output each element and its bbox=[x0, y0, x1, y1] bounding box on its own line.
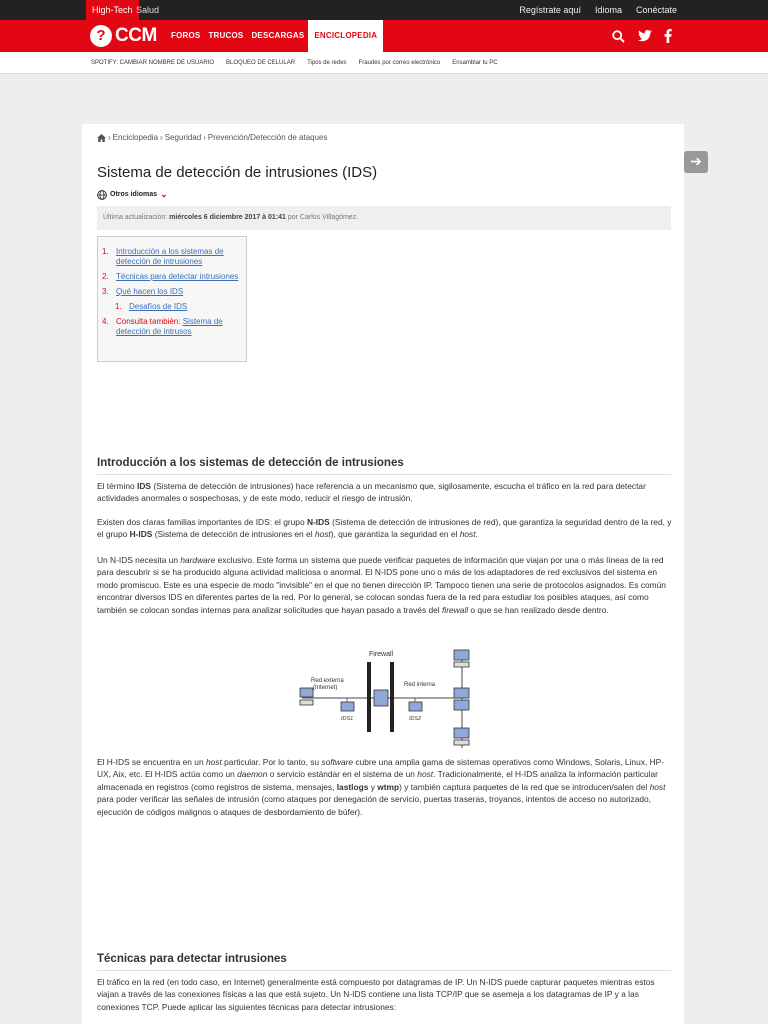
breadcrumb-item[interactable]: Enciclopedia bbox=[112, 133, 159, 142]
external-network-sublabel: (Internet) bbox=[313, 685, 338, 691]
toc-link[interactable]: Sistema de detección de intrusos bbox=[116, 317, 223, 336]
toc-number: 2. bbox=[102, 272, 109, 281]
toc-item bbox=[102, 302, 242, 312]
toc-item bbox=[102, 272, 242, 282]
nav-icons bbox=[612, 20, 678, 52]
subnav-link[interactable]: Tipos de redes bbox=[307, 60, 347, 66]
account-links bbox=[512, 0, 684, 20]
internal-computer-base bbox=[454, 662, 469, 667]
paragraph-nids-techniques: El tráfico en la red (en todo caso, en Internet) generalmente está compuesto por datagramas de IP. Un N-IDS puede capturar paquetes mientras estos viajan a través de las conexiones físicas a las que está sujeto. Un N-IDS contiene una lista TCP/IP que se asemeja a los datagramas de IP y a las conexiones TCP. Puede aplicar las siguientes técnicas para detectar intrusiones: bbox=[97, 977, 655, 1012]
sub-nav bbox=[0, 52, 768, 74]
internal-computer-base bbox=[454, 740, 469, 745]
register-link[interactable]: Regístrate aquí bbox=[519, 5, 581, 15]
internal-computer-icon bbox=[454, 688, 469, 698]
nav-item-foros[interactable]: FOROS bbox=[171, 31, 201, 40]
ccm-logo[interactable] bbox=[90, 22, 157, 50]
table-of-contents bbox=[97, 236, 247, 362]
chevron-down-icon: ⌄ bbox=[160, 189, 168, 199]
toc-item bbox=[102, 247, 242, 267]
toc-prefix: Consulta también: bbox=[116, 317, 181, 326]
internal-computer-icon bbox=[454, 650, 469, 660]
logo-text: CCM bbox=[115, 25, 157, 46]
section-heading: Técnicas para detectar intrusiones bbox=[97, 953, 287, 965]
internal-network-label: Red interna bbox=[404, 682, 436, 688]
subnav-link[interactable]: SPOTIFY: CAMBIAR NOMBRE DE USUARIO bbox=[91, 60, 215, 66]
external-network-label: Red externa bbox=[311, 678, 344, 684]
last-update bbox=[97, 206, 671, 230]
firewall-bar bbox=[390, 662, 394, 732]
internal-computer-icon bbox=[454, 728, 469, 738]
nav-item-descargas[interactable]: DESCARGAS bbox=[251, 31, 305, 40]
subnav-link[interactable]: Ensamblar tu PC bbox=[452, 60, 498, 66]
update-date: miércoles 6 diciembre 2017 à 01:41 bbox=[169, 214, 286, 221]
subnav-link[interactable]: Fraudes por correo electrónico bbox=[358, 60, 441, 66]
article-card bbox=[82, 124, 684, 1024]
external-computer-icon bbox=[300, 688, 313, 697]
sub-nav-links bbox=[91, 52, 498, 74]
toc-number: 1. bbox=[115, 302, 122, 311]
toc-item bbox=[102, 317, 242, 337]
other-languages-label: Otros idiomas bbox=[110, 191, 158, 198]
toc-link[interactable]: Introducción a los sistemas de detección de intrusiones bbox=[116, 247, 224, 266]
section-heading: Introducción a los sistemas de detección de intrusiones bbox=[97, 457, 404, 469]
toc-number: 1. bbox=[102, 247, 109, 256]
page-title: Sistema de detección de intrusiones (IDS) bbox=[97, 164, 378, 181]
login-link[interactable]: Conéctate bbox=[635, 5, 677, 15]
nav-item-trucos[interactable]: TRUCOS bbox=[208, 31, 244, 40]
divider bbox=[97, 474, 671, 475]
toc-link[interactable]: Desafíos de IDS bbox=[129, 302, 188, 311]
nav-item-enciclopedia[interactable]: ENCICLOPEDIA bbox=[308, 20, 383, 52]
paragraph-ids-definition: El término IDS (Sistema de detección de intrusiones) hace referencia a un mecanismo que, sigilosamente, escucha el tráfico en la red para detectar actividades anormales o sospechosas, y de este modo, reducir el riesgo de intrusión. bbox=[97, 481, 646, 504]
firewall-bar bbox=[367, 662, 371, 732]
update-prefix: Última actualización: bbox=[103, 214, 168, 221]
facebook-icon[interactable] bbox=[664, 29, 678, 43]
breadcrumb-item[interactable]: Prevención/Detección de ataques bbox=[207, 133, 328, 142]
arrow-right-icon[interactable]: ➔ bbox=[684, 151, 708, 173]
paragraph-ids-families: Existen dos claras familias importantes de IDS: el grupo N-IDS (Sistema de detección de intrusiones de red), que garantiza la seguridad dentro de la red, y el grupo H-IDS (Sistema de detección de intrusiones en el host), que garantiza la seguridad en el host. bbox=[97, 517, 672, 540]
ids1-icon bbox=[341, 702, 354, 711]
toc-link[interactable]: Técnicas para detectar intrusiones bbox=[116, 272, 239, 281]
breadcrumb: › Enciclopedia › Seguridad › Prevención/Detección de ataques bbox=[97, 133, 328, 142]
language-link[interactable]: Idioma bbox=[594, 5, 622, 15]
toc-link[interactable]: Qué hacen los IDS bbox=[116, 287, 184, 296]
external-computer-base bbox=[300, 700, 313, 705]
toc-number: 4. bbox=[102, 317, 109, 326]
twitter-icon[interactable] bbox=[638, 30, 652, 42]
globe-icon bbox=[97, 190, 107, 200]
other-languages[interactable] bbox=[97, 189, 168, 200]
nav-menu bbox=[167, 20, 383, 52]
breadcrumb-item[interactable]: Seguridad bbox=[164, 133, 202, 142]
firewall-label: Firewall bbox=[369, 651, 394, 658]
update-author: por Carlos Villagómez. bbox=[287, 214, 359, 221]
subnav-link[interactable]: BLOQUEO DE CELULAR bbox=[226, 60, 296, 66]
ids2-icon bbox=[409, 702, 422, 711]
ids-network-diagram bbox=[297, 648, 477, 752]
ccm-logo-icon: ? bbox=[90, 25, 112, 47]
toc-number: 3. bbox=[102, 287, 109, 296]
main-nav bbox=[0, 20, 768, 52]
top-bar bbox=[0, 0, 768, 20]
tab-salud[interactable]: Salud bbox=[136, 5, 160, 15]
firewall-server-icon bbox=[374, 690, 388, 706]
tab-high-tech[interactable]: High-Tech bbox=[86, 0, 139, 20]
search-icon[interactable] bbox=[612, 30, 626, 43]
paragraph-hids: El H-IDS se encuentra en un host particular. Por lo tanto, su software cubre una amplia gama de sistemas operativos como Windows, Solaris, Linux, HP-UX, Aix, etc. El H-IDS actúa como un daemon o servicio estándar en el sistema de un host. Tradicionalmente, el H-IDS analiza la información particular almacenada en registros (como registros de sistema, mensajes, lastlogs y wtmp) y también captura paquetes de la red que se introducen/salen del host para poder verificar las señales de intrusión (como ataques por denegación de servicio, puertas traseras, troyanos, intentos de acceso no autorizado, ejecución de códigos malignos o ataques de desbordamiento de búfer). bbox=[97, 757, 666, 817]
divider bbox=[97, 970, 671, 971]
paragraph-nids: Un N-IDS necesita un hardware exclusivo. Este forma un sistema que puede verificar paquetes de información que viajan por una o más líneas de la red para descubrir si se ha producido alguna actividad maliciosa o anormal. El N-IDS pone uno o más de los adaptadores de red exclusivos del sistema en modo promiscuo. Este es una especie de modo "invisible" en el que no tienen dirección IP. Tampoco tienen una serie de protocolos asignados. Es común encontrar diversos IDS en diferentes partes de la red. Por lo general, se colocan sondas fuera de la red para estudiar los posibles ataques, así como también se colocan sondas internas para analizar solicitudes que hayan pasado a través del firewall o que se han realizado desde dentro. bbox=[97, 555, 666, 615]
internal-computer-icon bbox=[454, 700, 469, 710]
ids2-label: IDS2 bbox=[409, 716, 422, 722]
home-icon[interactable] bbox=[97, 134, 106, 142]
ids1-label: IDS1 bbox=[341, 716, 354, 722]
toc-item bbox=[102, 287, 242, 297]
